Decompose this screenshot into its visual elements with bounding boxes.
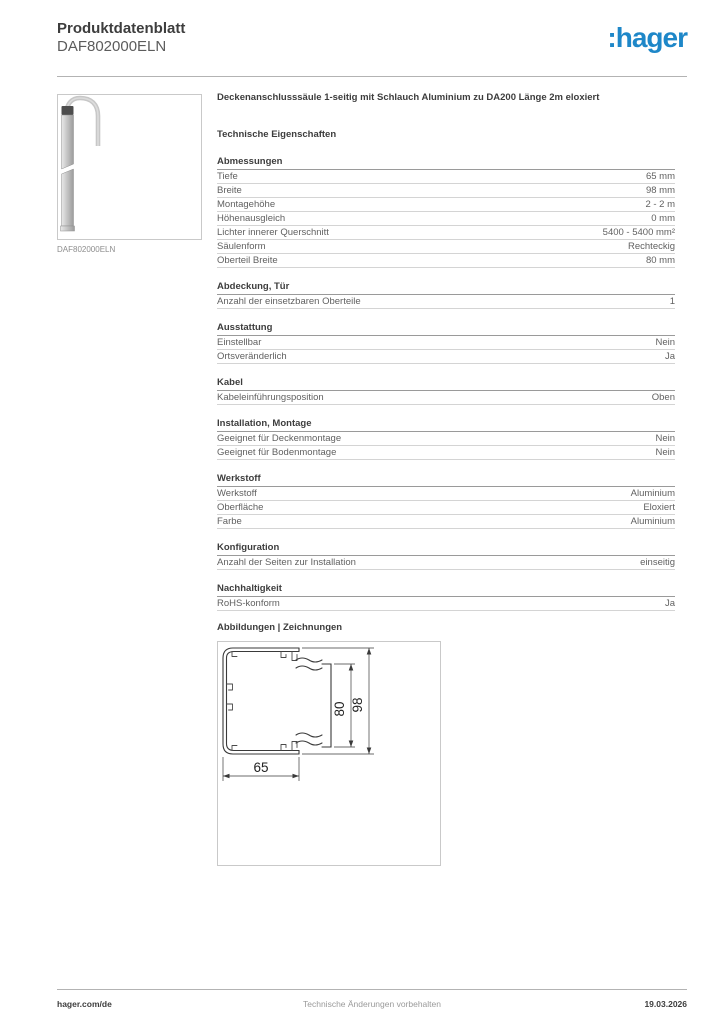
clip-bottom-mid — [281, 745, 286, 751]
spec-row — [217, 391, 675, 405]
spec-label: Geeignet für Bodenmontage — [217, 447, 337, 458]
spec-row — [217, 240, 675, 254]
spec-label: Höhenausgleich — [217, 213, 286, 224]
spec-section — [217, 418, 675, 460]
arrow-80-top — [349, 664, 354, 671]
spec-value: Ja — [664, 351, 675, 362]
spec-label: Tiefe — [217, 171, 238, 182]
product-image — [57, 94, 202, 240]
break-line-bottom-1 — [296, 733, 322, 737]
dim-label-80: 80 — [332, 701, 347, 717]
spec-value: Oben — [651, 392, 675, 403]
spec-value: 2 - 2 m — [645, 199, 675, 210]
dim-label-65: 65 — [253, 760, 269, 775]
spec-label: Ortsveränderlich — [217, 351, 287, 362]
spec-label: Säulenform — [217, 241, 266, 252]
tech-properties-heading: Technische Eigenschaften — [217, 129, 337, 140]
spec-value: Nein — [655, 337, 675, 348]
footer-disclaimer: Technische Änderungen vorbehalten — [303, 999, 441, 1009]
spec-label: Anzahl der einsetzbaren Oberteile — [217, 296, 361, 307]
footer-divider — [57, 989, 687, 990]
clip-top-right — [292, 652, 297, 661]
column-lower — [62, 169, 74, 226]
spec-value: Aluminium — [630, 488, 675, 499]
arrow-65-right — [293, 774, 300, 779]
profile-outer — [223, 648, 299, 754]
clip-left-lower — [227, 704, 233, 710]
product-image-caption: DAF802000ELN — [57, 245, 116, 254]
spec-label: Geeignet für Deckenmontage — [217, 433, 342, 444]
header-divider — [57, 76, 687, 77]
product-reference: DAF802000ELN — [57, 38, 167, 55]
spec-section-title: Konfiguration — [217, 542, 675, 556]
spec-label: Oberteil Breite — [217, 255, 278, 266]
spec-row — [217, 212, 675, 226]
spec-section — [217, 281, 675, 309]
spec-section-title: Abmessungen — [217, 156, 675, 170]
spec-label: Anzahl der Seiten zur Installation — [217, 557, 356, 568]
column-upper — [62, 115, 74, 169]
spec-row — [217, 487, 675, 501]
main-content — [217, 92, 675, 624]
spec-table — [217, 156, 675, 611]
product-title: Deckenanschlusssäule 1-seitig mit Schlauch Aluminium zu DA200 Länge 2m eloxiert — [217, 92, 600, 103]
spec-row — [217, 198, 675, 212]
spec-section — [217, 473, 675, 529]
arrow-98-bottom — [367, 748, 372, 755]
spec-value: 65 mm — [645, 171, 675, 182]
spec-value: Ja — [664, 598, 675, 609]
spec-section-title: Werkstoff — [217, 473, 675, 487]
column-cap — [62, 106, 74, 115]
spec-label: Breite — [217, 185, 242, 196]
clip-top-mid — [281, 652, 286, 658]
spec-section — [217, 377, 675, 405]
spec-row — [217, 515, 675, 529]
product-illustration — [58, 95, 201, 239]
arrow-65-left — [223, 774, 230, 779]
break-line-top-2 — [296, 666, 322, 670]
spec-section — [217, 322, 675, 364]
spec-label: Oberfläche — [217, 502, 264, 513]
spec-section — [217, 583, 675, 611]
spec-value: 5400 - 5400 mm² — [602, 227, 675, 238]
arrow-98-top — [367, 648, 372, 655]
technical-drawing — [217, 641, 441, 866]
spec-label: Farbe — [217, 516, 242, 527]
clip-bottom-left — [232, 746, 237, 751]
footer-date: 19.03.2026 — [644, 999, 687, 1009]
spec-row — [217, 446, 675, 460]
spec-label: Montagehöhe — [217, 199, 276, 210]
spec-value: 80 mm — [645, 255, 675, 266]
column-base — [61, 226, 75, 231]
spec-section — [217, 542, 675, 570]
spec-row — [217, 556, 675, 570]
spec-row — [217, 350, 675, 364]
doc-type-title: Produktdatenblatt — [57, 20, 186, 37]
dim-label-98: 98 — [350, 697, 365, 713]
spec-value: Aluminium — [630, 516, 675, 527]
spec-value: Eloxiert — [643, 502, 675, 513]
spec-label: Kabeleinführungsposition — [217, 392, 324, 403]
cover-strip — [322, 664, 331, 747]
spec-section-title: Nachhaltigkeit — [217, 583, 675, 597]
drawings-heading: Abbildungen | Zeichnungen — [217, 622, 343, 633]
spec-row — [217, 336, 675, 350]
spec-row — [217, 432, 675, 446]
spec-value: Nein — [655, 447, 675, 458]
cross-section-drawing — [218, 642, 440, 865]
spec-row — [217, 184, 675, 198]
spec-label: Lichter innerer Querschnitt — [217, 227, 329, 238]
spec-label: Werkstoff — [217, 488, 257, 499]
spec-row — [217, 254, 675, 268]
break-line-top-1 — [296, 658, 322, 662]
clip-left-upper — [227, 684, 233, 690]
spec-row — [217, 226, 675, 240]
spec-label: Einstellbar — [217, 337, 262, 348]
clip-top-left — [232, 652, 237, 657]
spec-value: Rechteckig — [628, 241, 675, 252]
spec-section-title: Ausstattung — [217, 322, 675, 336]
spec-section-title: Abdeckung, Tür — [217, 281, 675, 295]
break-line-bottom-2 — [296, 741, 322, 745]
profile-inner — [227, 652, 300, 751]
spec-label: RoHS-konform — [217, 598, 280, 609]
footer-website: hager.com/de — [57, 999, 112, 1009]
spec-section-title: Installation, Montage — [217, 418, 675, 432]
spec-value: Nein — [655, 433, 675, 444]
spec-value: 1 — [669, 296, 675, 307]
spec-row — [217, 597, 675, 611]
spec-row — [217, 501, 675, 515]
spec-value: 0 mm — [651, 213, 675, 224]
hager-logo: :hager — [607, 22, 687, 53]
arrow-80-bottom — [349, 741, 354, 748]
spec-section-title: Kabel — [217, 377, 675, 391]
spec-value: einseitig — [640, 557, 675, 568]
spec-row — [217, 170, 675, 184]
spec-row — [217, 295, 675, 309]
spec-value: 98 mm — [645, 185, 675, 196]
spec-section — [217, 156, 675, 268]
